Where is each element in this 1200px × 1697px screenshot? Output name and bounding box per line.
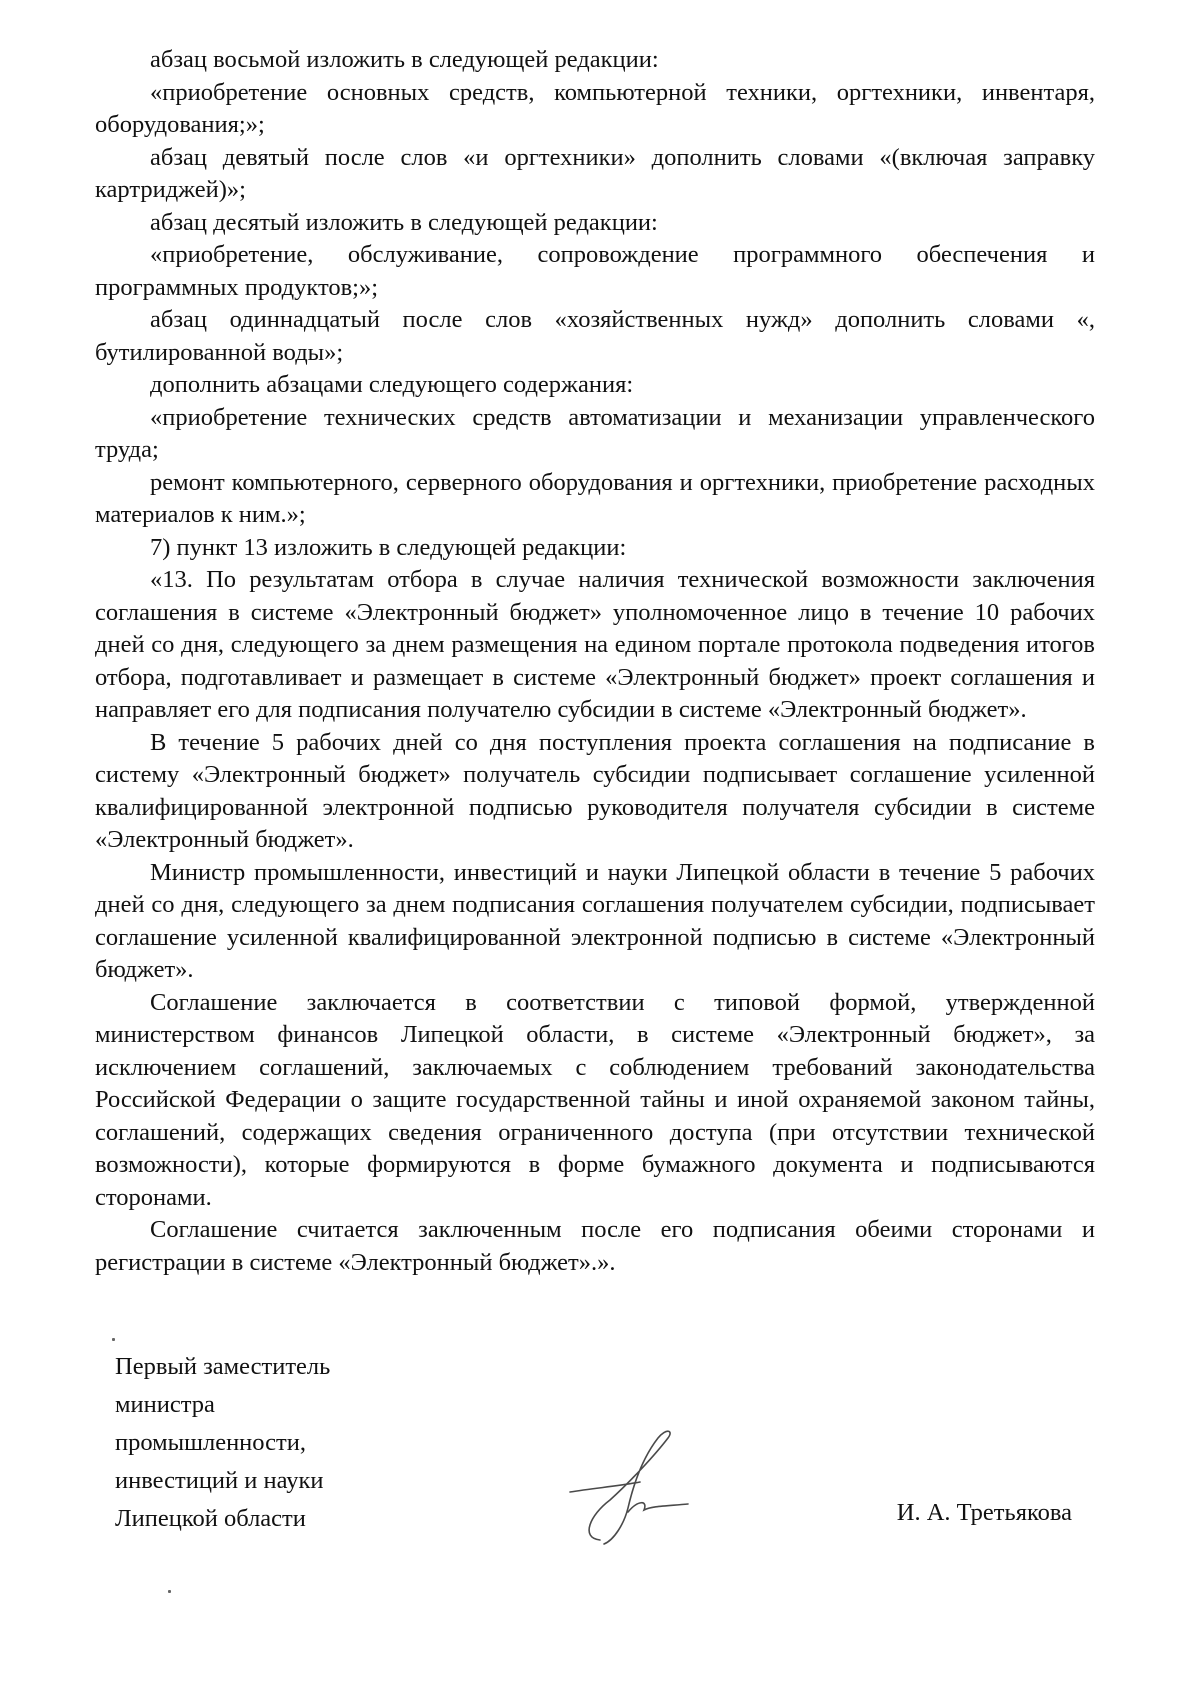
signatory-position: [115, 1348, 330, 1538]
signature-stroke: [570, 1482, 640, 1492]
position-line: Первый заместитель: [115, 1353, 331, 1380]
scan-speck: [112, 1338, 115, 1341]
paragraph-2: «приобретение основных средств, компьютерной техники, оргтехники, инвентаря, оборудования;»;: [95, 78, 1095, 138]
paragraph-9: ремонт компьютерного, серверного оборудования и оргтехники, приобретение расходных материалов к ним.»;: [95, 468, 1095, 528]
document-body: [95, 44, 1095, 1279]
position-line: инвестиций и науки: [115, 1467, 324, 1494]
paragraph-12: В течение 5 рабочих дней со дня поступления проекта соглашения на подписание в систему «Электронный бюджет» получатель субсидии подписывает соглашение усиленной квалифицированной электронной подписью руководителя получателя субсидии в системе «Электронный бюджет».: [95, 728, 1095, 853]
position-line: Липецкой области: [115, 1505, 306, 1532]
paragraph-5: «приобретение, обслуживание, сопровождение программного обеспечения и программных продуктов;»;: [95, 241, 1095, 301]
paragraph-7: дополнить абзацами следующего содержания:: [150, 371, 634, 398]
scan-speck: [168, 1590, 171, 1593]
paragraph-13: Министр промышленности, инвестиций и науки Липецкой области в течение 5 рабочих дней со дня, следующего за днем подписания соглашения получателем субсидии, подписывает соглашение усиленной квалифицированной электронной подписью в системе «Электронный бюджет».: [95, 858, 1095, 983]
paragraph-6: абзац одиннадцатый после слов «хозяйственных нужд» дополнить словами «, бутилированной воды»;: [95, 306, 1095, 366]
paragraph-14: Соглашение заключается в соответствии с типовой формой, утвержденной министерством финансов Липецкой области, в системе «Электронный бюджет», за исключением соглашений, заключаемых с соблюдением требований законодательства Российской Федерации о защите государственной тайны и иной охраняемой законом тайны, соглашений, содержащих сведения ограниченного доступа (при отсутствии технической возможности), которые формируются в форме бумажного документа и подписываются сторонами.: [95, 988, 1095, 1211]
signature-stroke: [628, 1503, 688, 1512]
position-line: министра: [115, 1391, 215, 1418]
paragraph-3: абзац девятый после слов «и оргтехники» дополнить словами «(включая заправку картриджей)»;: [95, 143, 1095, 203]
signer-name: И. А. Третьякова: [896, 1499, 1072, 1526]
paragraph-8: «приобретение технических средств автоматизации и механизации управленческого труда;: [95, 403, 1095, 463]
paragraph-4: абзац десятый изложить в следующей редакции:: [150, 208, 658, 236]
paragraph-1: абзац восьмой изложить в следующей редакции:: [150, 46, 659, 73]
position-line: промышленности,: [115, 1429, 306, 1456]
paragraph-10: 7) пункт 13 изложить в следующей редакции:: [150, 533, 627, 561]
paragraph-11: «13. По результатам отбора в случае наличия технической возможности заключения соглашения в системе «Электронный бюджет» уполномоченное лицо в течение 10 рабочих дней со дня, следующего за днем размещения на едином портале протокола подведения итогов отбора, подготавливает и размещает в системе «Электронный бюджет» проект соглашения и направляет его для подписания получателю субсидии в системе «Электронный бюджет».: [95, 566, 1095, 723]
paragraph-15: Соглашение считается заключенным после его подписания обеими сторонами и регистрации в системе «Электронный бюджет».».: [95, 1216, 1095, 1276]
handwritten-signature: [540, 1420, 710, 1550]
